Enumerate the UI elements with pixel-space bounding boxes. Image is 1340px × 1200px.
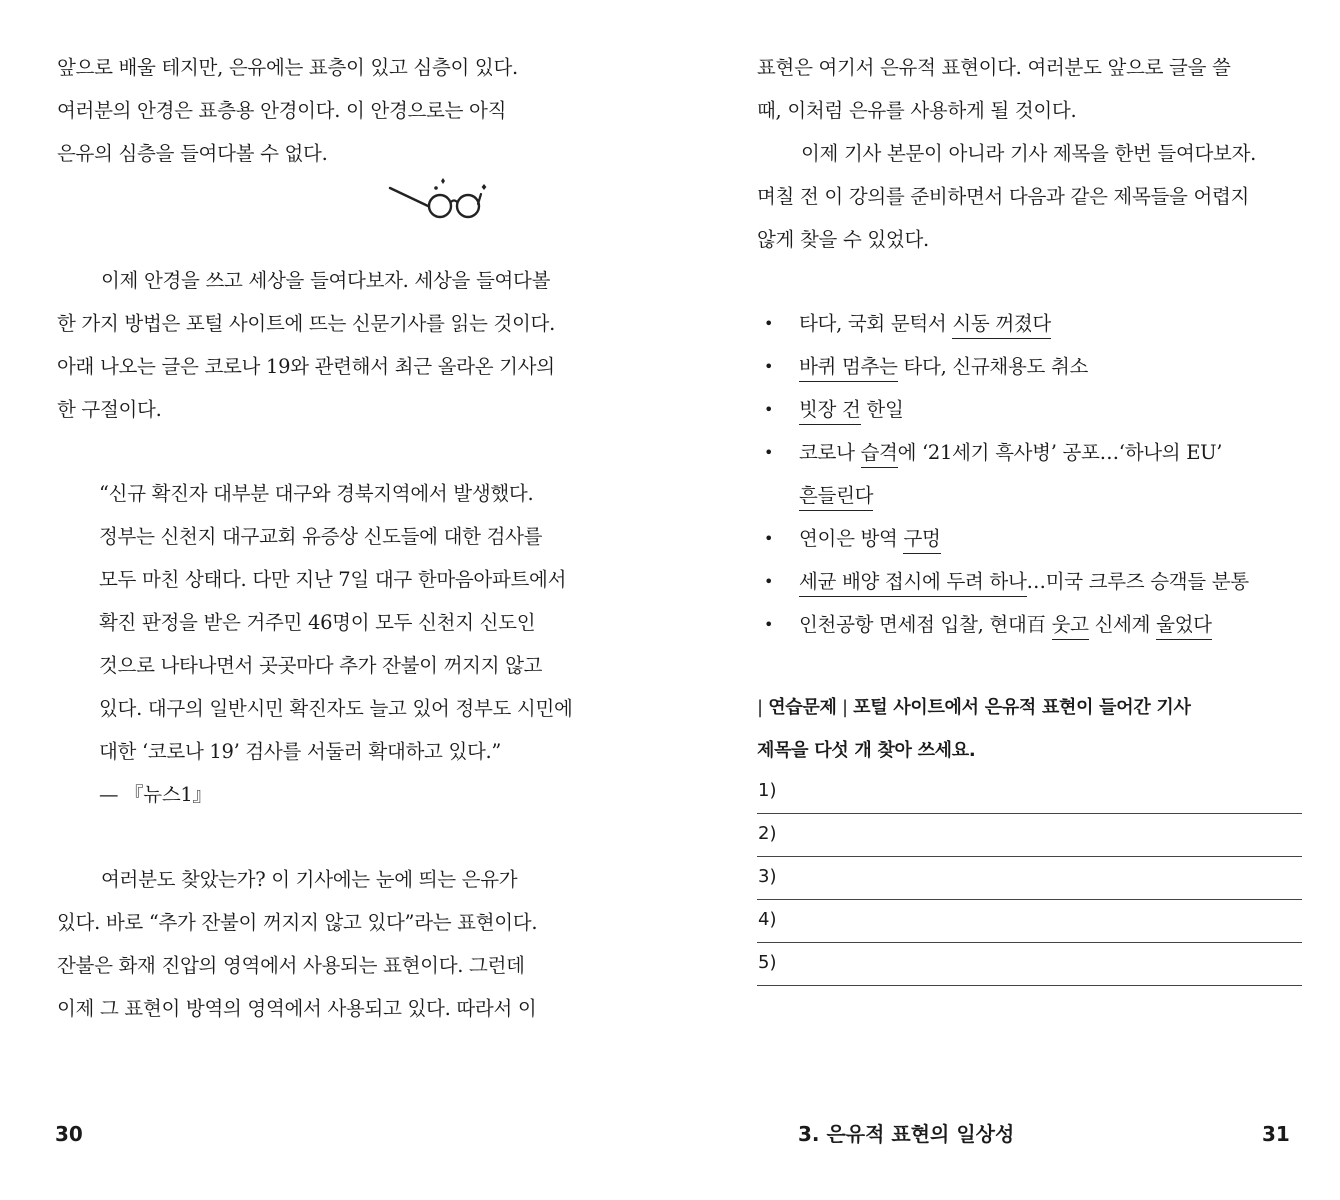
underlined-phrase: 세균 배양 접시에 두려 하나 <box>799 570 1027 597</box>
text-line: 한 구절이다. <box>57 398 162 421</box>
headline-text: 에 ‘21세기 흑사병’ 공포…‘하나의 EU’ <box>897 441 1223 464</box>
text-line: 앞으로 배울 테지만, 은유에는 표층이 있고 심층이 있다. <box>57 56 518 79</box>
underlined-phrase: 울었다 <box>1156 613 1212 640</box>
left-para-3 <box>57 858 617 1030</box>
headline-text: …미국 크루즈 승객들 분통 <box>1026 570 1249 593</box>
headline-item <box>757 560 1302 603</box>
text-line: 이제 기사 본문이 아니라 기사 제목을 한번 들여다보자. <box>801 142 1257 165</box>
text-line: 때, 이처럼 은유를 사용하게 될 것이다. <box>757 99 1077 122</box>
exercise-label: 연습문제 <box>768 697 837 718</box>
quote-line: 대한 ‘코로나 19’ 검사를 서둘러 확대하고 있다.” <box>99 740 502 763</box>
text-line: 아래 나오는 글은 코로나 19와 관련해서 최근 올라온 기사의 <box>57 355 555 378</box>
headline-list <box>757 302 1302 646</box>
bullet-icon: • <box>764 357 774 376</box>
right-para-1 <box>757 46 1302 261</box>
answer-line-3[interactable]: 3) <box>757 858 1302 900</box>
underlined-phrase: 바퀴 멈추는 <box>799 355 898 382</box>
answer-line-4[interactable]: 4) <box>757 901 1302 943</box>
text-line: 이제 그 표현이 방역의 영역에서 사용되고 있다. 따라서 이 <box>57 997 537 1020</box>
headline-text: 신세계 <box>1088 613 1157 636</box>
glasses-icon <box>388 176 488 222</box>
headline-text: 연이은 방역 <box>799 527 904 550</box>
underlined-phrase: 빗장 건 <box>799 398 861 425</box>
answer-line-5[interactable]: 5) <box>757 944 1302 986</box>
text-line: 잔불은 화재 진압의 영역에서 사용되는 표현이다. 그런데 <box>57 954 525 977</box>
quote-source: — 『뉴스1』 <box>99 783 212 806</box>
left-para-2 <box>57 259 617 431</box>
page-number-right: 31 <box>1262 1122 1290 1146</box>
text-line: 표현은 여기서 은유적 표현이다. 여러분도 앞으로 글을 쓸 <box>757 56 1231 79</box>
headline-text: 인천공항 면세점 입찰, 현대百 <box>799 613 1052 636</box>
bullet-icon: • <box>764 615 774 634</box>
exercise-bar: | <box>757 697 769 718</box>
text-line: 않게 찾을 수 있었다. <box>757 228 929 251</box>
page-number-left: 30 <box>55 1122 83 1146</box>
bullet-icon: • <box>764 572 774 591</box>
headline-item <box>757 517 1302 560</box>
headline-text: 타다, 국회 문턱서 <box>799 312 953 335</box>
bullet-icon: • <box>764 529 774 548</box>
headline-item <box>757 431 1302 474</box>
right-page <box>670 0 1340 1200</box>
left-para-1 <box>57 46 617 175</box>
headline-item <box>757 345 1302 388</box>
text-line: 여러분도 찾았는가? 이 기사에는 눈에 띄는 은유가 <box>101 868 518 891</box>
bullet-icon: • <box>764 443 774 462</box>
exercise <box>757 686 1302 987</box>
text-line: 한 가지 방법은 포털 사이트에 뜨는 신문기사를 읽는 것이다. <box>57 312 555 335</box>
quote-line: “신규 확진자 대부분 대구와 경북지역에서 발생했다. <box>99 482 534 505</box>
text-line: 이제 안경을 쓰고 세상을 들여다보자. 세상을 들여다볼 <box>101 269 551 292</box>
text-line: 며칠 전 이 강의를 준비하면서 다음과 같은 제목들을 어렵지 <box>757 185 1250 208</box>
underlined-phrase: 습격 <box>861 441 898 468</box>
headline-item <box>757 302 1302 345</box>
quote-line: 확진 판정을 받은 거주민 46명이 모두 신천지 신도인 <box>99 611 536 634</box>
headline-item <box>757 603 1302 646</box>
text-line: 있다. 바로 “추가 잔불이 꺼지지 않고 있다”라는 표현이다. <box>57 911 538 934</box>
quote-line: 정부는 신천지 대구교회 유증상 신도들에 대한 검사를 <box>99 525 543 548</box>
text-line: 은유의 심층을 들여다볼 수 없다. <box>57 142 328 165</box>
underlined-phrase: 구멍 <box>903 527 940 554</box>
news-quote <box>57 472 617 816</box>
quote-line: 있다. 대구의 일반시민 확진자도 늘고 있어 정부도 시민에 <box>99 697 573 720</box>
bullet-icon: • <box>764 314 774 333</box>
quote-line: 모두 마친 상태다. 다만 지난 7일 대구 한마음아파트에서 <box>99 568 567 591</box>
exercise-title-line2: 제목을 다섯 개 찾아 쓰세요. <box>757 740 976 761</box>
text-line: 여러분의 안경은 표층용 안경이다. 이 안경으로는 아직 <box>57 99 507 122</box>
answer-line-1[interactable]: 1) <box>757 772 1302 814</box>
underlined-phrase: 웃고 <box>1052 613 1089 640</box>
answer-line-2[interactable]: 2) <box>757 815 1302 857</box>
headline-text: 한일 <box>860 398 904 421</box>
underlined-phrase: 시동 꺼졌다 <box>952 312 1051 339</box>
bullet-icon: • <box>764 400 774 419</box>
exercise-title <box>757 686 1302 729</box>
answer-lines <box>757 772 1302 986</box>
headline-text: 코로나 <box>799 441 861 464</box>
exercise-title-line1: 포털 사이트에서 은유적 표현이 들어간 기사 <box>853 697 1191 718</box>
quote-line: 것으로 나타나면서 곳곳마다 추가 잔불이 꺼지지 않고 <box>99 654 543 677</box>
chapter-title: 3. 은유적 표현의 일상성 <box>798 1122 1015 1146</box>
headline-item <box>757 388 1302 431</box>
exercise-bar: | <box>836 697 854 718</box>
headline-continuation <box>757 474 1302 517</box>
headline-text: 타다, 신규채용도 취소 <box>897 355 1089 378</box>
underlined-phrase: 흔들린다 <box>799 484 873 511</box>
